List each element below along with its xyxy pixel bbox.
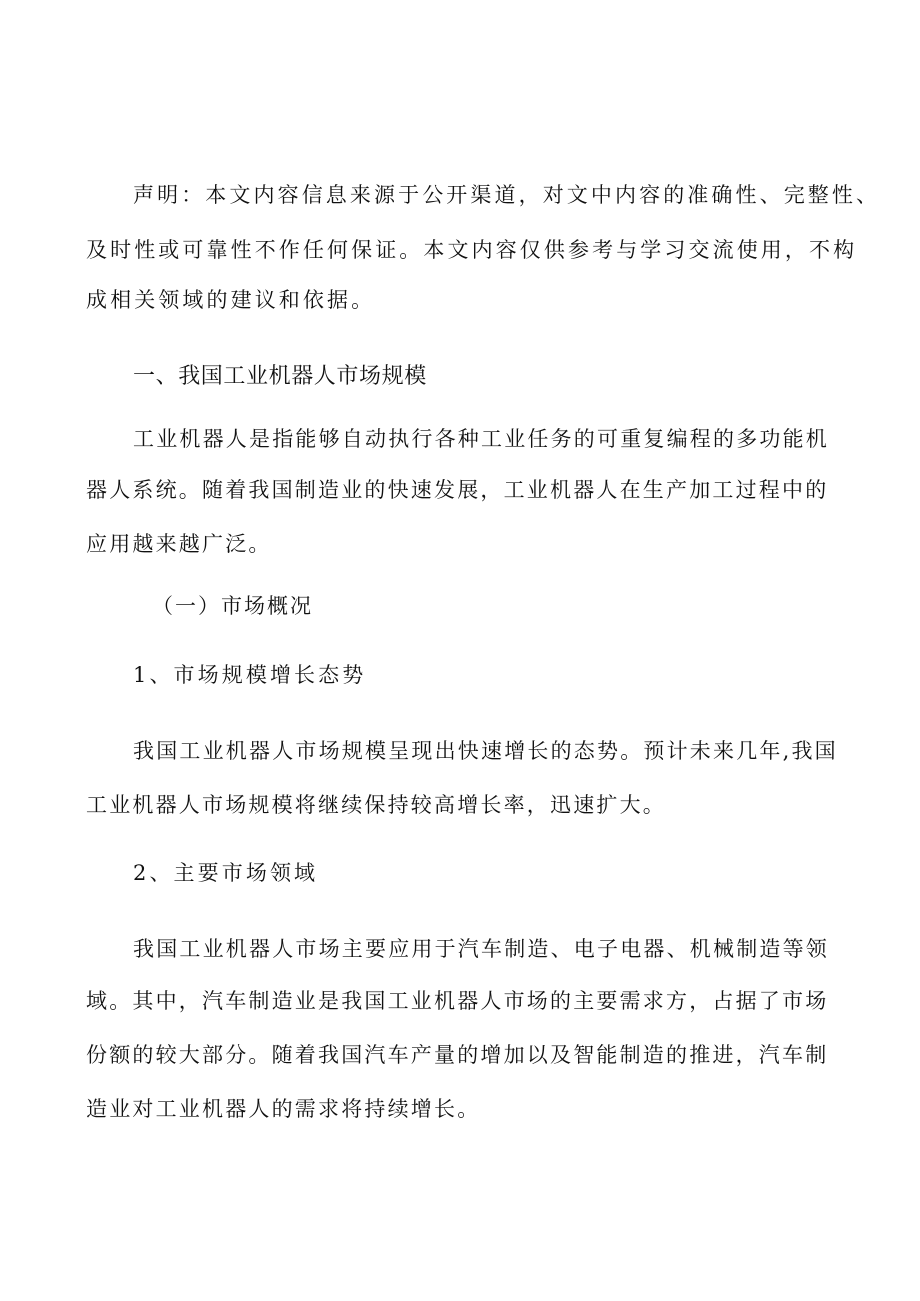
section-heading: 一、我国工业机器人市场规模 <box>133 364 427 389</box>
item2-line-1: 我国工业机器人市场主要应用于汽车制造、电子电器、机械制造等领 <box>133 937 829 961</box>
item1-line-1: 我国工业机器人市场规模呈现出快速增长的态势。预计未来几年,我国 <box>133 739 838 763</box>
disclaimer-line-3: 成相关领域的建议和依据。 <box>86 288 376 312</box>
item2-line-2: 域。其中，汽车制造业是我国工业机器人市场的主要需求方，占据了市场 <box>86 989 829 1013</box>
subsection-title: （一）市场概况 <box>152 594 313 618</box>
disclaimer-line-2: 及时性或可靠性不作任何保证。本文内容仅供参考与学习交流使用，不构 <box>86 238 858 262</box>
item1-title: 1、市场规模增长态势 <box>133 663 367 687</box>
intro-line-2: 器人系统。随着我国制造业的快速发展，工业机器人在生产加工过程中的 <box>86 478 829 502</box>
intro-line-1: 工业机器人是指能够自动执行各种工业任务的可重复编程的多功能机 <box>133 427 829 451</box>
item2-title: 2、主要市场领域 <box>133 861 319 885</box>
item2-line-3: 份额的较大部分。随着我国汽车产量的增加以及智能制造的推进，汽车制 <box>86 1043 829 1067</box>
intro-line-3: 应用越来越广泛。 <box>86 532 272 556</box>
item2-line-4: 造业对工业机器人的需求将持续增长。 <box>86 1097 481 1121</box>
item1-line-2: 工业机器人市场规模将继续保持较高增长率，迅速扩大。 <box>86 793 666 817</box>
disclaimer-line-1: 声明：本文内容信息来源于公开渠道，对文中内容的准确性、完整性、 <box>133 183 881 207</box>
